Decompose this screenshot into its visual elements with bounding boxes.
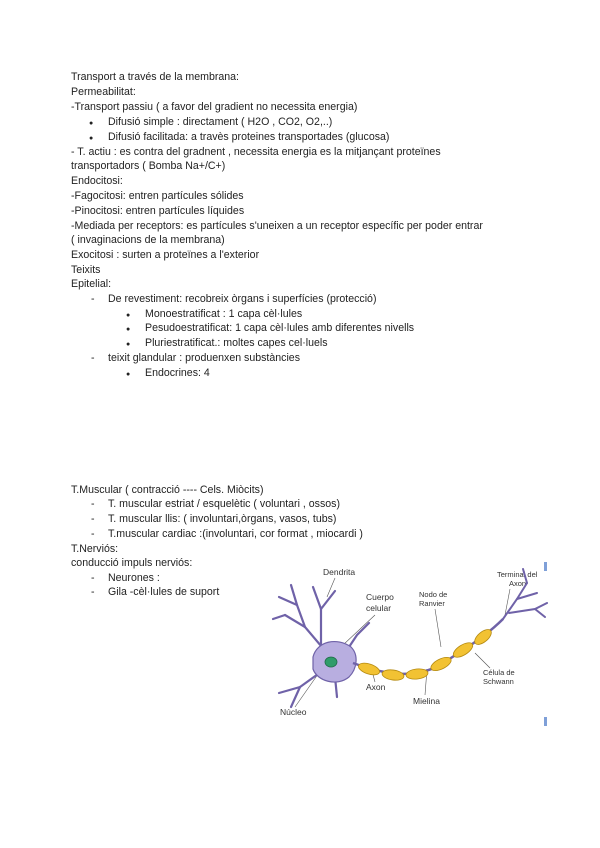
dash-muscular-cardiac: - T.muscular cardiac :(involuntari, cor format , miocardi ): [108, 528, 363, 541]
neuron-diagram: [265, 557, 550, 727]
label-axon: Axon: [366, 682, 386, 692]
text-nervios: T.Nerviós:: [71, 543, 119, 555]
label-nucleo: Núcleo: [280, 707, 307, 717]
text-endocitosi: Endocitosi:: [71, 175, 123, 187]
bullet-difusio-simple: ● Difusió simple : directament ( H2O , CO2, O2,..): [108, 116, 332, 129]
myelin-segment: [406, 668, 429, 680]
label-schwann: Schwann: [483, 677, 514, 686]
bullet-pluriestratificat: ● Pluriestratificat.: moltes capes cel·luels: [145, 337, 328, 350]
text-mediada-receptors: -Mediada per receptors: es partícules s'uneixen a un receptor específic per poder entrar: [71, 220, 483, 232]
text-teixits: Teixits: [71, 264, 101, 276]
myelin-sheath: [357, 627, 494, 682]
text-invaginacions: ( invaginacions de la membrana): [71, 234, 225, 246]
text-transport-actiu: - T. actiu : es contra del gradnent , necessita energia es la mitjançant proteïnes: [71, 146, 441, 158]
bullet-difusio-facilitada: ● Difusió facilitada: a travès proteines transportades (glucosa): [108, 131, 389, 144]
axon-line: [353, 619, 503, 674]
selection-handle-bottom[interactable]: [544, 717, 547, 726]
label-cuerpo: Cuerpo: [366, 592, 394, 602]
myelin-segment: [429, 655, 453, 674]
bullet-monoestratificat: ● Monoestratificat : 1 capa cèl·lules: [145, 308, 302, 321]
heading-membrane-transport: Transport a través de la membrana:: [71, 71, 240, 83]
label-celula: Célula de: [483, 668, 515, 677]
text-transport-passiu: -Transport passiu ( a favor del gradient no necessita energia): [71, 101, 358, 113]
label-nodo: Nodo de: [419, 590, 448, 599]
text-exocitosi: Exocitosi : surten a proteïnes a l'exterior: [71, 249, 260, 261]
dash-neurones: - Neurones :: [108, 572, 160, 585]
bullet-pseudoestratificat: ● Pesudoestratificat: 1 capa cèl·lules amb diferentes nivells: [145, 322, 414, 335]
bullet-endocrines: ● Endocrines: 4: [145, 367, 210, 380]
label-terminal-axon: Axon: [509, 579, 527, 588]
myelin-segment: [381, 669, 404, 682]
dash-muscular-estriat: - T. muscular estriat / esquelètic ( voluntari , ossos): [108, 498, 340, 511]
label-dendrita: Dendrita: [323, 567, 356, 577]
text-fagocitosi: -Fagocitosi: entren partícules sólides: [71, 190, 244, 202]
text-epitelial: Epitelial:: [71, 278, 112, 290]
label-ranvier: Ranvier: [419, 599, 445, 608]
dash-revestiment: - De revestiment: recobreix òrgans i superfícies (protecció): [108, 293, 376, 306]
text-permeabilitat: Permeabilitat:: [71, 86, 136, 98]
label-celular: celular: [366, 603, 392, 613]
dash-muscular-llis: - T. muscular llis: ( involuntari,òrgans, vasos, tubs): [108, 513, 336, 526]
text-muscular: T.Muscular ( contracció ---- Cels. Miòcits): [71, 484, 264, 496]
text-transportadors: transportadors ( Bomba Na+/C+): [71, 160, 226, 172]
text-pinocitosi: -Pinocitosi: entren partícules líquides: [71, 205, 245, 217]
myelin-segment: [357, 661, 381, 677]
selection-handle-top[interactable]: [544, 562, 547, 571]
nucleus: [325, 657, 337, 667]
label-terminal: Terminal del: [497, 570, 538, 579]
dash-glia: - Gila -cèl·lules de suport: [108, 586, 219, 599]
label-mielina: Mielina: [413, 696, 440, 706]
dash-teixit-glandular: - teixit glandular : produenxen substàncies: [108, 352, 300, 365]
text-conduccio: conducció impuls nerviós:: [71, 557, 193, 569]
myelin-segment: [451, 640, 475, 660]
